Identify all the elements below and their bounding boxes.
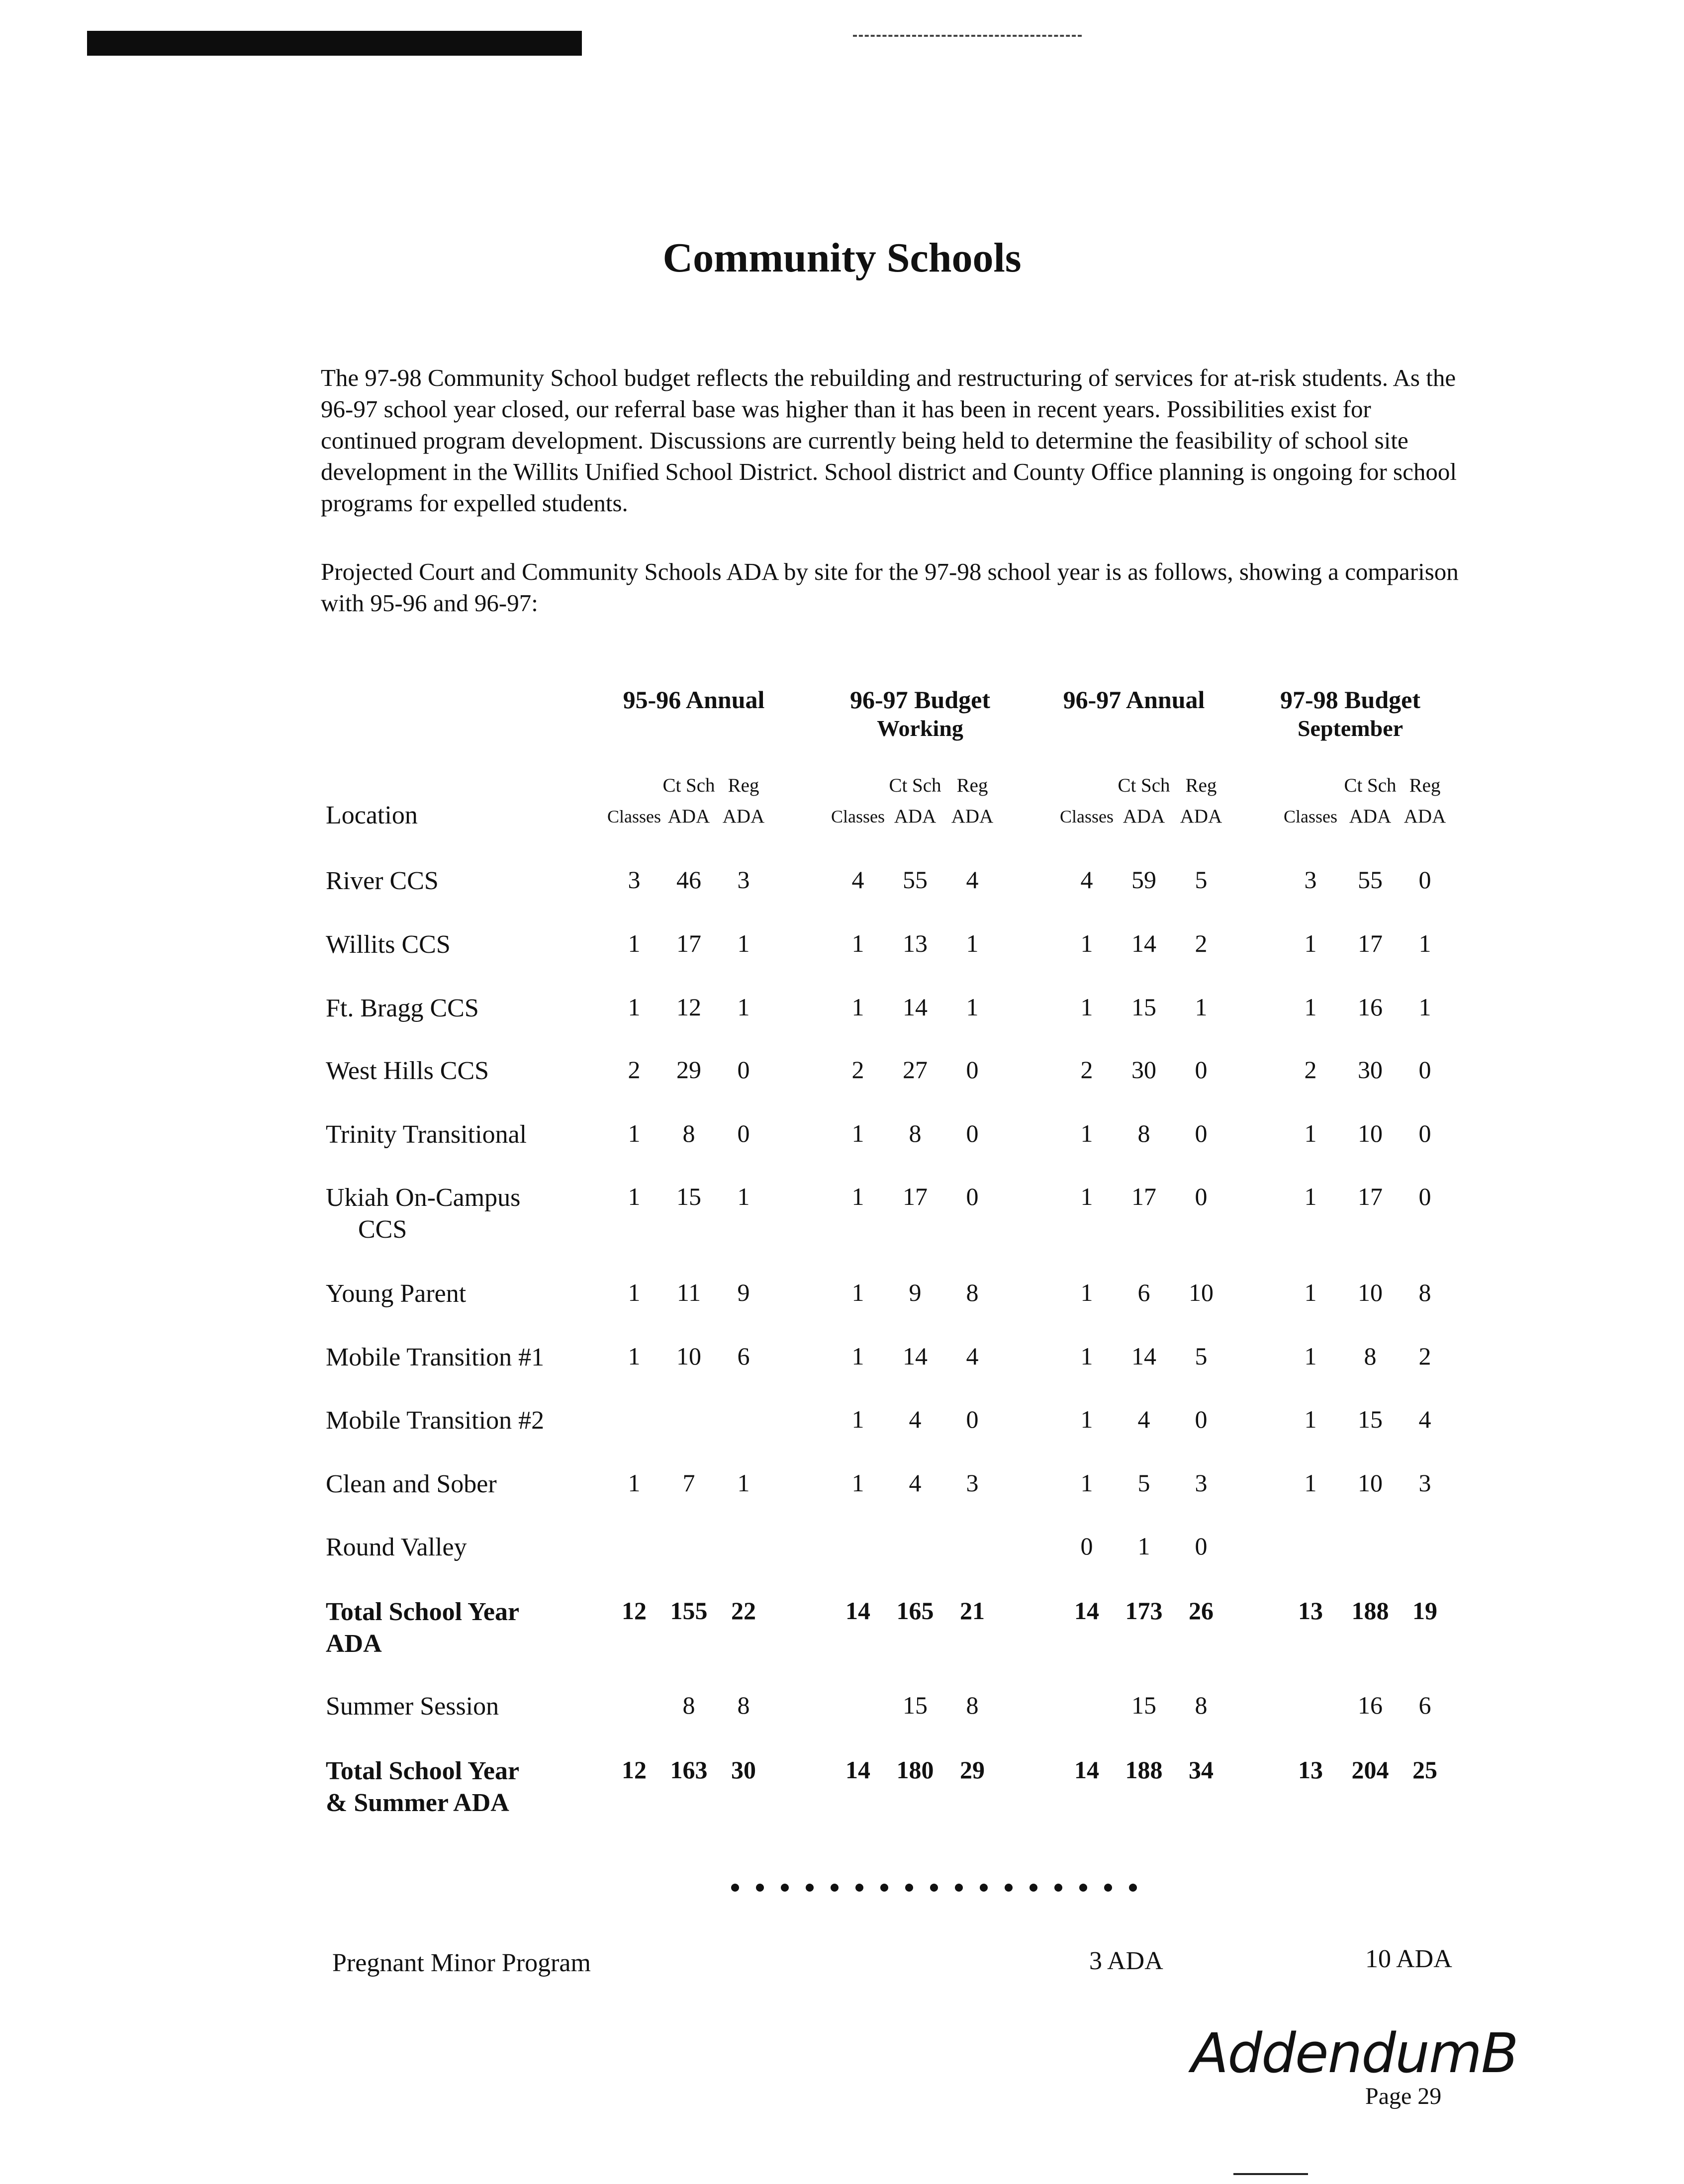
table-cell: 9: [909, 1278, 922, 1306]
col-header-classes: Classes: [607, 807, 661, 826]
table-cell: 8: [966, 1278, 979, 1306]
table-cell: 8: [1418, 1278, 1431, 1306]
table-cell: 155: [670, 1597, 708, 1625]
row-location: Mobile Transition #1: [326, 1343, 545, 1371]
separator-dot: [831, 1884, 839, 1892]
table-cell: 27: [903, 1056, 928, 1084]
table-cell: 0: [1195, 1405, 1208, 1433]
table-cell: 1: [966, 929, 979, 957]
separator-dot: [880, 1884, 888, 1892]
col-header-classes: Classes: [831, 807, 885, 826]
table-cell: 10: [1358, 1469, 1383, 1497]
separator-dot: [1129, 1884, 1137, 1892]
table-cell: 1: [1418, 929, 1431, 957]
table-cell: 1: [1304, 1183, 1317, 1210]
separator-dot: [806, 1884, 814, 1892]
table-cell: 0: [1195, 1532, 1208, 1560]
table-cell: 165: [896, 1597, 934, 1625]
table-cell: 55: [903, 866, 928, 894]
table-cell: 4: [966, 1342, 979, 1370]
table-cell: 8: [909, 1119, 922, 1147]
table-cell: 10: [1358, 1119, 1383, 1147]
row-location: Total School Year: [326, 1598, 520, 1626]
table-cell: 16: [1358, 1691, 1383, 1719]
table-cell: 0: [966, 1119, 979, 1147]
table-cell: 2: [1418, 1342, 1431, 1370]
table-cell: 12: [622, 1597, 647, 1625]
table-cell: 0: [1418, 1056, 1431, 1084]
table-cell: 25: [1412, 1756, 1437, 1784]
separator-dot: [930, 1884, 938, 1892]
table-cell: 10: [676, 1342, 701, 1370]
group-header-subtitle: September: [1297, 716, 1403, 741]
table-cell: 4: [909, 1469, 922, 1497]
table-cell: 34: [1189, 1756, 1214, 1784]
row-location-cont: & Summer ADA: [326, 1789, 509, 1817]
bottom-rule: [1233, 2173, 1308, 2175]
table-cell: 3: [1418, 1469, 1431, 1497]
table-cell: 17: [1131, 1183, 1156, 1210]
table-cell: 30: [1131, 1056, 1156, 1084]
group-header-title: 96-97 Annual: [1063, 686, 1205, 714]
row-location: Total School Year: [326, 1757, 520, 1785]
table-cell: 0: [966, 1056, 979, 1084]
table-cell: 4: [966, 866, 979, 894]
table-cell: 3: [1304, 866, 1317, 894]
table-cell: 17: [903, 1183, 928, 1210]
table-cell: 12: [676, 993, 701, 1021]
dot-separator: [731, 1884, 1154, 1894]
table-cell: 0: [1418, 866, 1431, 894]
table-cell: 1: [737, 1469, 750, 1497]
table-cell: 0: [737, 1119, 750, 1147]
table-cell: 4: [851, 866, 864, 894]
table-cell: 12: [622, 1756, 647, 1784]
table-cell: 3: [737, 866, 750, 894]
table-cell: 15: [1358, 1405, 1383, 1433]
table-cell: 1: [851, 993, 864, 1021]
table-cell: 2: [1304, 1056, 1317, 1084]
table-cell: 4: [1418, 1405, 1431, 1433]
table-cell: 55: [1358, 866, 1383, 894]
table-cell: 1: [966, 993, 979, 1021]
table-cell: 13: [1298, 1756, 1323, 1784]
handwritten-addendum: AddendumB: [1191, 2021, 1518, 2085]
table-cell: 1: [737, 929, 750, 957]
table-cell: 4: [1137, 1405, 1150, 1433]
table-cell: 1: [628, 1469, 641, 1497]
separator-dot: [955, 1884, 963, 1892]
table-cell: 17: [676, 929, 701, 957]
table-cell: 13: [903, 929, 928, 957]
row-location: Round Valley: [326, 1533, 467, 1561]
table-intro-paragraph: Projected Court and Community Schools ADA by site for the 97-98 school year is as follows, showing a comparison with 95-96 and 96-97:: [321, 558, 1459, 617]
col-header-ct-top: Ct Sch: [889, 775, 941, 796]
row-location: West Hills CCS: [326, 1057, 489, 1085]
table-cell: 4: [1080, 866, 1093, 894]
table-cell: 14: [845, 1756, 870, 1784]
table-cell: 1: [1195, 993, 1208, 1021]
pregnant-minor-ada-9697: 3 ADA: [1089, 1947, 1163, 1975]
table-cell: 1: [851, 929, 864, 957]
col-header-reg-bottom: ADA: [722, 806, 765, 827]
table-cell: 2: [851, 1056, 864, 1084]
table-cell: 16: [1358, 993, 1383, 1021]
table-cell: 14: [1074, 1597, 1099, 1625]
redaction-bar: [87, 31, 582, 56]
col-header-ct-top: Ct Sch: [662, 775, 715, 796]
col-header-reg-bottom: ADA: [1403, 806, 1446, 827]
table-cell: 0: [966, 1405, 979, 1433]
table-cell: 13: [1298, 1597, 1323, 1625]
table-cell: 0: [1195, 1056, 1208, 1084]
col-header-classes: Classes: [1284, 807, 1337, 826]
table-cell: 15: [676, 1183, 701, 1210]
table-cell: 0: [1418, 1183, 1431, 1210]
table-cell: 3: [1195, 1469, 1208, 1497]
separator-dot: [781, 1884, 789, 1892]
table-cell: 15: [1131, 1691, 1156, 1719]
table-cell: 1: [851, 1405, 864, 1433]
separator-dot: [855, 1884, 863, 1892]
separator-dot: [1104, 1884, 1112, 1892]
table-cell: 15: [903, 1691, 928, 1719]
col-header-reg-top: Reg: [728, 775, 759, 796]
row-location: Summer Session: [326, 1692, 499, 1721]
table-cell: 5: [1195, 1342, 1208, 1370]
table-cell: 7: [682, 1469, 695, 1497]
separator-dot: [980, 1884, 988, 1892]
group-header-title: 97-98 Budget: [1280, 686, 1420, 714]
table-cell: 14: [903, 993, 928, 1021]
table-cell: 1: [851, 1342, 864, 1370]
table-cell: 5: [1137, 1469, 1150, 1497]
table-cell: 8: [682, 1691, 695, 1719]
table-cell: 2: [1195, 929, 1208, 957]
table-cell: 5: [1195, 866, 1208, 894]
table-cell: 1: [1080, 1119, 1093, 1147]
table-cell: 1: [1080, 929, 1093, 957]
table-cell: 0: [966, 1183, 979, 1210]
table-cell: 3: [966, 1469, 979, 1497]
table-cell: 1: [628, 1183, 641, 1210]
page-title: Community Schools: [662, 235, 1022, 281]
table-cell: 10: [1189, 1278, 1214, 1306]
table-cell: 1: [628, 929, 641, 957]
table-cell: 0: [1195, 1119, 1208, 1147]
group-header-subtitle: Working: [877, 716, 963, 741]
page-number: Page 29: [1365, 2083, 1442, 2109]
table-cell: 6: [1137, 1278, 1150, 1306]
table-cell: 1: [851, 1278, 864, 1306]
table-cell: 204: [1351, 1756, 1389, 1784]
col-header-classes: Classes: [1060, 807, 1114, 826]
separator-dot: [905, 1884, 913, 1892]
table-cell: 1: [628, 993, 641, 1021]
separator-dot: [756, 1884, 764, 1892]
table-cell: 29: [960, 1756, 985, 1784]
col-header-ct-bottom: ADA: [1349, 806, 1392, 827]
table-cell: 29: [676, 1056, 701, 1084]
table-cell: 17: [1358, 929, 1383, 957]
table-cell: 19: [1412, 1597, 1437, 1625]
col-header-ct-bottom: ADA: [894, 806, 936, 827]
table-cell: 8: [1364, 1342, 1377, 1370]
row-location: Willits CCS: [326, 930, 451, 959]
col-header-reg-top: Reg: [1409, 775, 1441, 796]
table-cell: 1: [628, 1342, 641, 1370]
row-location: Ukiah On-Campus: [326, 1183, 521, 1212]
pregnant-minor-ada-9798: 10 ADA: [1365, 1945, 1452, 1973]
col-header-ct-top: Ct Sch: [1118, 775, 1170, 796]
table-cell: 14: [845, 1597, 870, 1625]
table-cell: 1: [737, 993, 750, 1021]
row-location: Trinity Transitional: [326, 1120, 527, 1149]
table-cell: 1: [1080, 993, 1093, 1021]
table-cell: 2: [1080, 1056, 1093, 1084]
pregnant-minor-label: Pregnant Minor Program: [332, 1949, 591, 1977]
table-cell: 1: [1418, 993, 1431, 1021]
table-cell: 14: [903, 1342, 928, 1370]
scan-artifact-line: [853, 35, 1082, 39]
table-cell: 1: [1304, 929, 1317, 957]
row-location: Young Parent: [326, 1279, 467, 1308]
row-location: Clean and Sober: [326, 1470, 497, 1498]
table-cell: 188: [1125, 1756, 1163, 1784]
separator-dot: [1054, 1884, 1062, 1892]
table-cell: 1: [1304, 993, 1317, 1021]
table-cell: 1: [1304, 1405, 1317, 1433]
table-cell: 1: [628, 1278, 641, 1306]
separator-dot: [731, 1884, 739, 1892]
row-location-cont: CCS: [358, 1215, 407, 1244]
table-cell: 21: [960, 1597, 985, 1625]
table-cell: 6: [737, 1342, 750, 1370]
table-cell: 9: [737, 1278, 750, 1306]
table-cell: 2: [628, 1056, 641, 1084]
table-cell: 0: [737, 1056, 750, 1084]
table-cell: 1: [1080, 1342, 1093, 1370]
table-cell: 59: [1131, 866, 1156, 894]
table-cell: 1: [1304, 1469, 1317, 1497]
table-cell: 6: [1418, 1691, 1431, 1719]
separator-dot: [1005, 1884, 1013, 1892]
table-cell: 1: [1080, 1183, 1093, 1210]
table-cell: 1: [737, 1183, 750, 1210]
table-cell: 1: [851, 1119, 864, 1147]
col-header-ct-bottom: ADA: [667, 806, 710, 827]
row-location-cont: ADA: [326, 1630, 382, 1658]
separator-dot: [1079, 1884, 1087, 1892]
table-cell: 30: [1358, 1056, 1383, 1084]
row-location: Ft. Bragg CCS: [326, 994, 479, 1022]
table-cell: 1: [628, 1119, 641, 1147]
row-location: Mobile Transition #2: [326, 1406, 545, 1435]
group-header-title: 96-97 Budget: [850, 686, 990, 714]
table-cell: 1: [851, 1469, 864, 1497]
separator-dot: [1029, 1884, 1037, 1892]
table-cell: 3: [628, 866, 641, 894]
table-cell: 17: [1358, 1183, 1383, 1210]
table-cell: 1: [1304, 1342, 1317, 1370]
table-cell: 0: [1418, 1119, 1431, 1147]
intro-paragraph: The 97-98 Community School budget reflects the rebuilding and restructuring of services for at-risk students. As the 96-97 school year closed, our referral base was higher than it has been in recent years. Possibilities exist for continued program development. Discussions are currently being held to determine the feasibility of school site development in the Willits Unified School District. School district and County Office planning is ongoing for school programs for expelled students.: [321, 364, 1457, 517]
table-cell: 1: [1080, 1405, 1093, 1433]
table-cell: 173: [1125, 1597, 1163, 1625]
table-cell: 0: [1195, 1183, 1208, 1210]
row-location: River CCS: [326, 867, 439, 895]
col-header-reg-bottom: ADA: [1180, 806, 1222, 827]
col-header-ct-top: Ct Sch: [1344, 775, 1397, 796]
table-cell: 180: [896, 1756, 934, 1784]
table-cell: 1: [851, 1183, 864, 1210]
table-cell: 188: [1351, 1597, 1389, 1625]
table-cell: 14: [1131, 929, 1156, 957]
table-cell: 4: [909, 1405, 922, 1433]
col-header-ct-bottom: ADA: [1123, 806, 1165, 827]
table-cell: 11: [676, 1278, 701, 1306]
table-cell: 0: [1080, 1532, 1093, 1560]
table-cell: 1: [1304, 1119, 1317, 1147]
location-header: Location: [326, 801, 418, 829]
table-cell: 22: [731, 1597, 756, 1625]
table-cell: 46: [676, 866, 701, 894]
table-cell: 26: [1189, 1597, 1214, 1625]
col-header-reg-top: Reg: [956, 775, 988, 796]
table-cell: 8: [1195, 1691, 1208, 1719]
col-header-reg-bottom: ADA: [951, 806, 994, 827]
table-cell: 8: [682, 1119, 695, 1147]
table-cell: 30: [731, 1756, 756, 1784]
table-cell: 163: [670, 1756, 708, 1784]
table-cell: 8: [1137, 1119, 1150, 1147]
col-header-reg-top: Reg: [1185, 775, 1217, 796]
table-cell: 1: [1304, 1278, 1317, 1306]
table-cell: 14: [1131, 1342, 1156, 1370]
table-cell: 8: [737, 1691, 750, 1719]
table-cell: 8: [966, 1691, 979, 1719]
table-cell: 1: [1137, 1532, 1150, 1560]
table-cell: 10: [1358, 1278, 1383, 1306]
table-cell: 14: [1074, 1756, 1099, 1784]
group-header-title: 95-96 Annual: [623, 686, 765, 714]
table-cell: 15: [1131, 993, 1156, 1021]
table-cell: 1: [1080, 1278, 1093, 1306]
table-cell: 1: [1080, 1469, 1093, 1497]
